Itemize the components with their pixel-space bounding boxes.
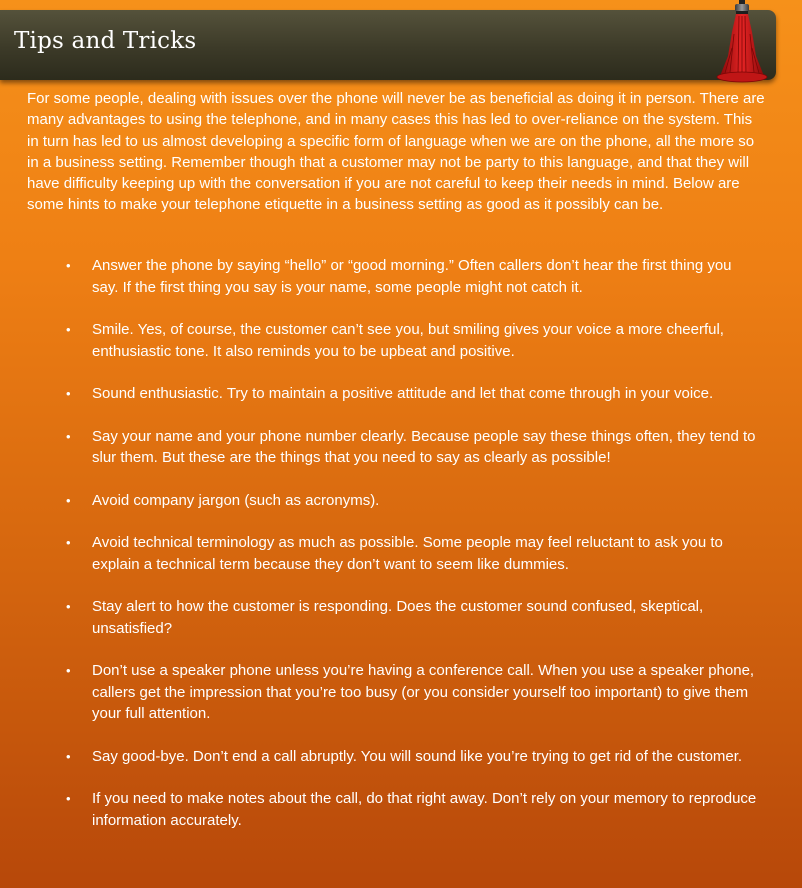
tip-text: Say good-bye. Don’t end a call abruptly. You will sound like you’re trying to get rid of the customer.	[92, 747, 743, 765]
bullet-icon: •	[66, 428, 71, 444]
list-item	[0, 660, 762, 725]
bullet-icon: •	[66, 258, 71, 273]
list-item	[0, 490, 762, 512]
tip-text: Sound enthusiastic. Try to maintain a positive attitude and let that come through in your voice.	[92, 385, 714, 402]
tips-list	[0, 255, 802, 852]
list-item	[0, 383, 762, 405]
bullet-icon: •	[66, 663, 71, 678]
bullet-icon: •	[66, 322, 71, 337]
bullet-icon: •	[66, 599, 71, 614]
tip-text: If you need to make notes about the call, do that right away. Don’t rely on your memory to reproduce information accurately.	[92, 790, 757, 829]
tip-text: Avoid technical terminology as much as possible. Some people may feel reluctant to ask you to explain a technical term because they don’t want to seem like dummies.	[92, 534, 723, 573]
title-bar	[0, 10, 776, 80]
bullet-icon: •	[66, 386, 71, 401]
list-item	[0, 746, 762, 768]
tip-text: Avoid company jargon (such as acronyms).	[92, 491, 380, 509]
bullet-icon: •	[66, 535, 71, 550]
tip-text: Stay alert to how the customer is responding. Does the customer sound confused, skeptical, unsatisfied?	[92, 598, 704, 637]
list-item	[0, 532, 762, 575]
page-title: Tips and Tricks	[14, 28, 197, 54]
bullet-icon: •	[66, 492, 71, 508]
list-item	[0, 319, 762, 362]
list-item	[0, 596, 762, 639]
bullet-icon: •	[66, 791, 71, 806]
tip-text: Smile. Yes, of course, the customer can’t see you, but smiling gives your voice a more cheerful, enthusiastic tone. It also reminds you to be upbeat and positive.	[92, 321, 724, 360]
tip-text: Say your name and your phone number clearly. Because people say these things often, they tend to slur them. But these are the things that you need to say as clearly as possible!	[92, 427, 756, 466]
list-item	[0, 426, 762, 469]
tip-text: Answer the phone by saying “hello” or “good morning.” Often callers don’t hear the first thing you say. If the first thing you say is your name, some people might not catch it.	[92, 257, 732, 296]
tassel-decoration-icon	[708, 0, 776, 84]
intro-paragraph: For some people, dealing with issues over the phone will never be as beneficial as doing it in person. There are many advantages to using the telephone, and in many cases this has led to over-reliance on the system. This in turn has led to us almost developing a specific form of language when we are on the phone, all the more so in a business setting. Remember though that a customer may not be party to this language, and that they will have difficulty keeping up with the conversation if you are not careful to keep their needs in mind. Below are some hints to make your telephone etiquette in a business setting as good as it possibly can be.	[27, 90, 765, 214]
list-item	[0, 788, 762, 831]
bullet-icon: •	[66, 748, 71, 764]
tip-text: Don’t use a speaker phone unless you’re having a conference call. When you use a speaker phone, callers get the impression that you’re too busy (or you consider yourself too important) to give them your full attention.	[92, 662, 755, 722]
list-item	[0, 255, 762, 298]
